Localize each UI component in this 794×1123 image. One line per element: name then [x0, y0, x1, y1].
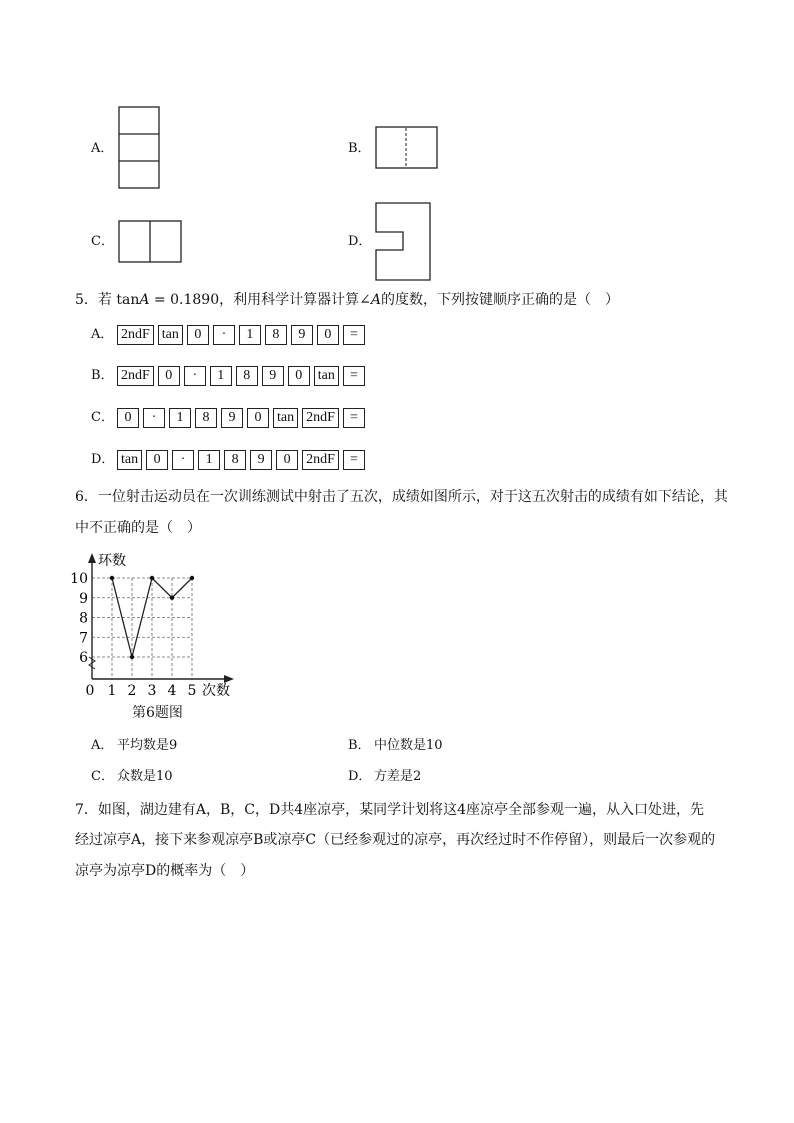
- calculator-key: ·: [172, 450, 194, 470]
- q4-option-b-figure: [375, 126, 439, 170]
- q7-line1: 7．如图，湖边建有A，B，C，D共4座凉亭，某同学计划将这4座凉亭全部参观一遍，从入口处进，先: [75, 802, 705, 818]
- q6-option-b-text: 中位数是10: [374, 738, 443, 753]
- q4-option-c-label: C．: [91, 234, 114, 249]
- calculator-key: =: [343, 450, 365, 470]
- calculator-key: ·: [213, 325, 235, 345]
- q5-option-c-label: C．: [91, 410, 114, 425]
- q5-option-d-keys: [117, 450, 369, 470]
- calculator-key: 1: [198, 450, 220, 470]
- q6-line-chart: [70, 545, 250, 705]
- x-axis-arrow: [224, 675, 234, 683]
- x-tick-label: 1: [107, 683, 117, 699]
- calculator-key: tan: [158, 325, 183, 345]
- calculator-key: 9: [291, 325, 313, 345]
- calculator-key: 2ndF: [117, 366, 154, 386]
- q5-stem: [75, 290, 619, 310]
- q5-stem-suffix: 的度数，下列按键顺序正确的是（ ）: [380, 292, 619, 308]
- calculator-key: 1: [210, 366, 232, 386]
- calculator-key: =: [343, 408, 365, 428]
- data-point: [150, 576, 154, 580]
- q6-option-a-label: A．: [91, 738, 114, 753]
- calculator-key: 9: [221, 408, 243, 428]
- calculator-key: tan: [314, 366, 339, 386]
- y-axis-break: [89, 657, 95, 669]
- calculator-key: =: [343, 325, 365, 345]
- calculator-key: 1: [239, 325, 261, 345]
- q5-stem-mid: = 0.1890，利用科学计算器计算∠: [149, 292, 371, 308]
- y-tick-label: 9: [79, 590, 88, 607]
- q6-option-b-label: B．: [348, 738, 371, 753]
- data-point: [170, 596, 174, 600]
- calculator-key: 0: [276, 450, 298, 470]
- calculator-key: 8: [224, 450, 246, 470]
- q6-chart-caption: 第6题图: [132, 705, 183, 721]
- x-tick-label: 2: [127, 683, 137, 699]
- q6-option-d-text: 方差是2: [374, 769, 422, 784]
- calculator-key: 0: [158, 366, 180, 386]
- q5-stem-var2: A: [370, 292, 381, 308]
- y-tick-label: 7: [79, 630, 88, 647]
- q5-option-c-keys: [117, 408, 369, 428]
- q4-option-b-label: B．: [348, 141, 371, 156]
- q5-option-a-label: A．: [91, 327, 114, 342]
- calculator-key: 0: [117, 408, 139, 428]
- data-point: [110, 576, 114, 580]
- calculator-key: 0: [288, 366, 310, 386]
- q5-stem-prefix: 5．若 tan: [75, 292, 140, 308]
- x-tick-label: 5: [187, 683, 197, 699]
- q5-option-a-keys: [117, 325, 369, 345]
- q5-option-d-label: D．: [91, 452, 115, 467]
- q7-line2: 经过凉亭A，接下来参观凉亭B或凉亭C（已经参观过的凉亭，再次经过时不作停留），则最后一次参观的: [75, 832, 716, 848]
- calculator-key: ·: [184, 366, 206, 386]
- calculator-key: 2ndF: [302, 408, 339, 428]
- calculator-key: 2ndF: [117, 325, 154, 345]
- q4-option-d-label: D．: [348, 234, 372, 249]
- q4-option-d-figure: [375, 202, 433, 282]
- q7-line3: 凉亭为凉亭D的概率为（ ）: [75, 863, 255, 879]
- calculator-key: 8: [195, 408, 217, 428]
- q6-stem-line1: 6．一位射击运动员在一次训练测试中射击了五次，成绩如图所示，对于这五次射击的成绩有如下结论，其: [75, 489, 728, 505]
- calculator-key: 0: [247, 408, 269, 428]
- calculator-key: 1: [169, 408, 191, 428]
- x-tick-label: 4: [167, 683, 177, 699]
- calculator-key: 9: [250, 450, 272, 470]
- y-axis-arrow: [88, 553, 96, 563]
- y-tick-label: 10: [70, 571, 88, 587]
- q4-option-c-figure: [118, 220, 184, 264]
- calculator-key: 0: [317, 325, 339, 345]
- q5-option-b-keys: [117, 366, 369, 386]
- calculator-key: tan: [273, 408, 298, 428]
- q6-stem-line2: 中不正确的是（ ）: [75, 520, 201, 536]
- calculator-key: 2ndF: [302, 450, 339, 470]
- q4-option-a-label: A．: [91, 141, 114, 156]
- q6-option-c-text: 众数是10: [117, 769, 173, 784]
- calculator-key: tan: [117, 450, 142, 470]
- calculator-key: ·: [143, 408, 165, 428]
- q5-stem-var: A: [139, 292, 150, 308]
- q6-option-d-label: D．: [348, 769, 372, 784]
- calculator-key: 9: [262, 366, 284, 386]
- x-tick-label: 3: [147, 683, 157, 699]
- calculator-key: 8: [265, 325, 287, 345]
- q6-option-a-text: 平均数是9: [117, 738, 178, 753]
- y-axis-label: 环数: [98, 553, 126, 569]
- x-tick-label: 0: [85, 683, 95, 699]
- y-tick-label: 6: [79, 650, 88, 666]
- calculator-key: 0: [146, 450, 168, 470]
- x-axis-label: 次数: [202, 683, 230, 699]
- q5-option-b-label: B．: [91, 368, 114, 383]
- calculator-key: 8: [236, 366, 258, 386]
- calculator-key: =: [343, 366, 365, 386]
- data-point: [130, 655, 134, 659]
- calculator-key: 0: [187, 325, 209, 345]
- q4-option-a-figure: [118, 106, 162, 190]
- data-point: [190, 576, 194, 580]
- q6-option-c-label: C．: [91, 769, 114, 784]
- y-tick-label: 8: [79, 610, 88, 627]
